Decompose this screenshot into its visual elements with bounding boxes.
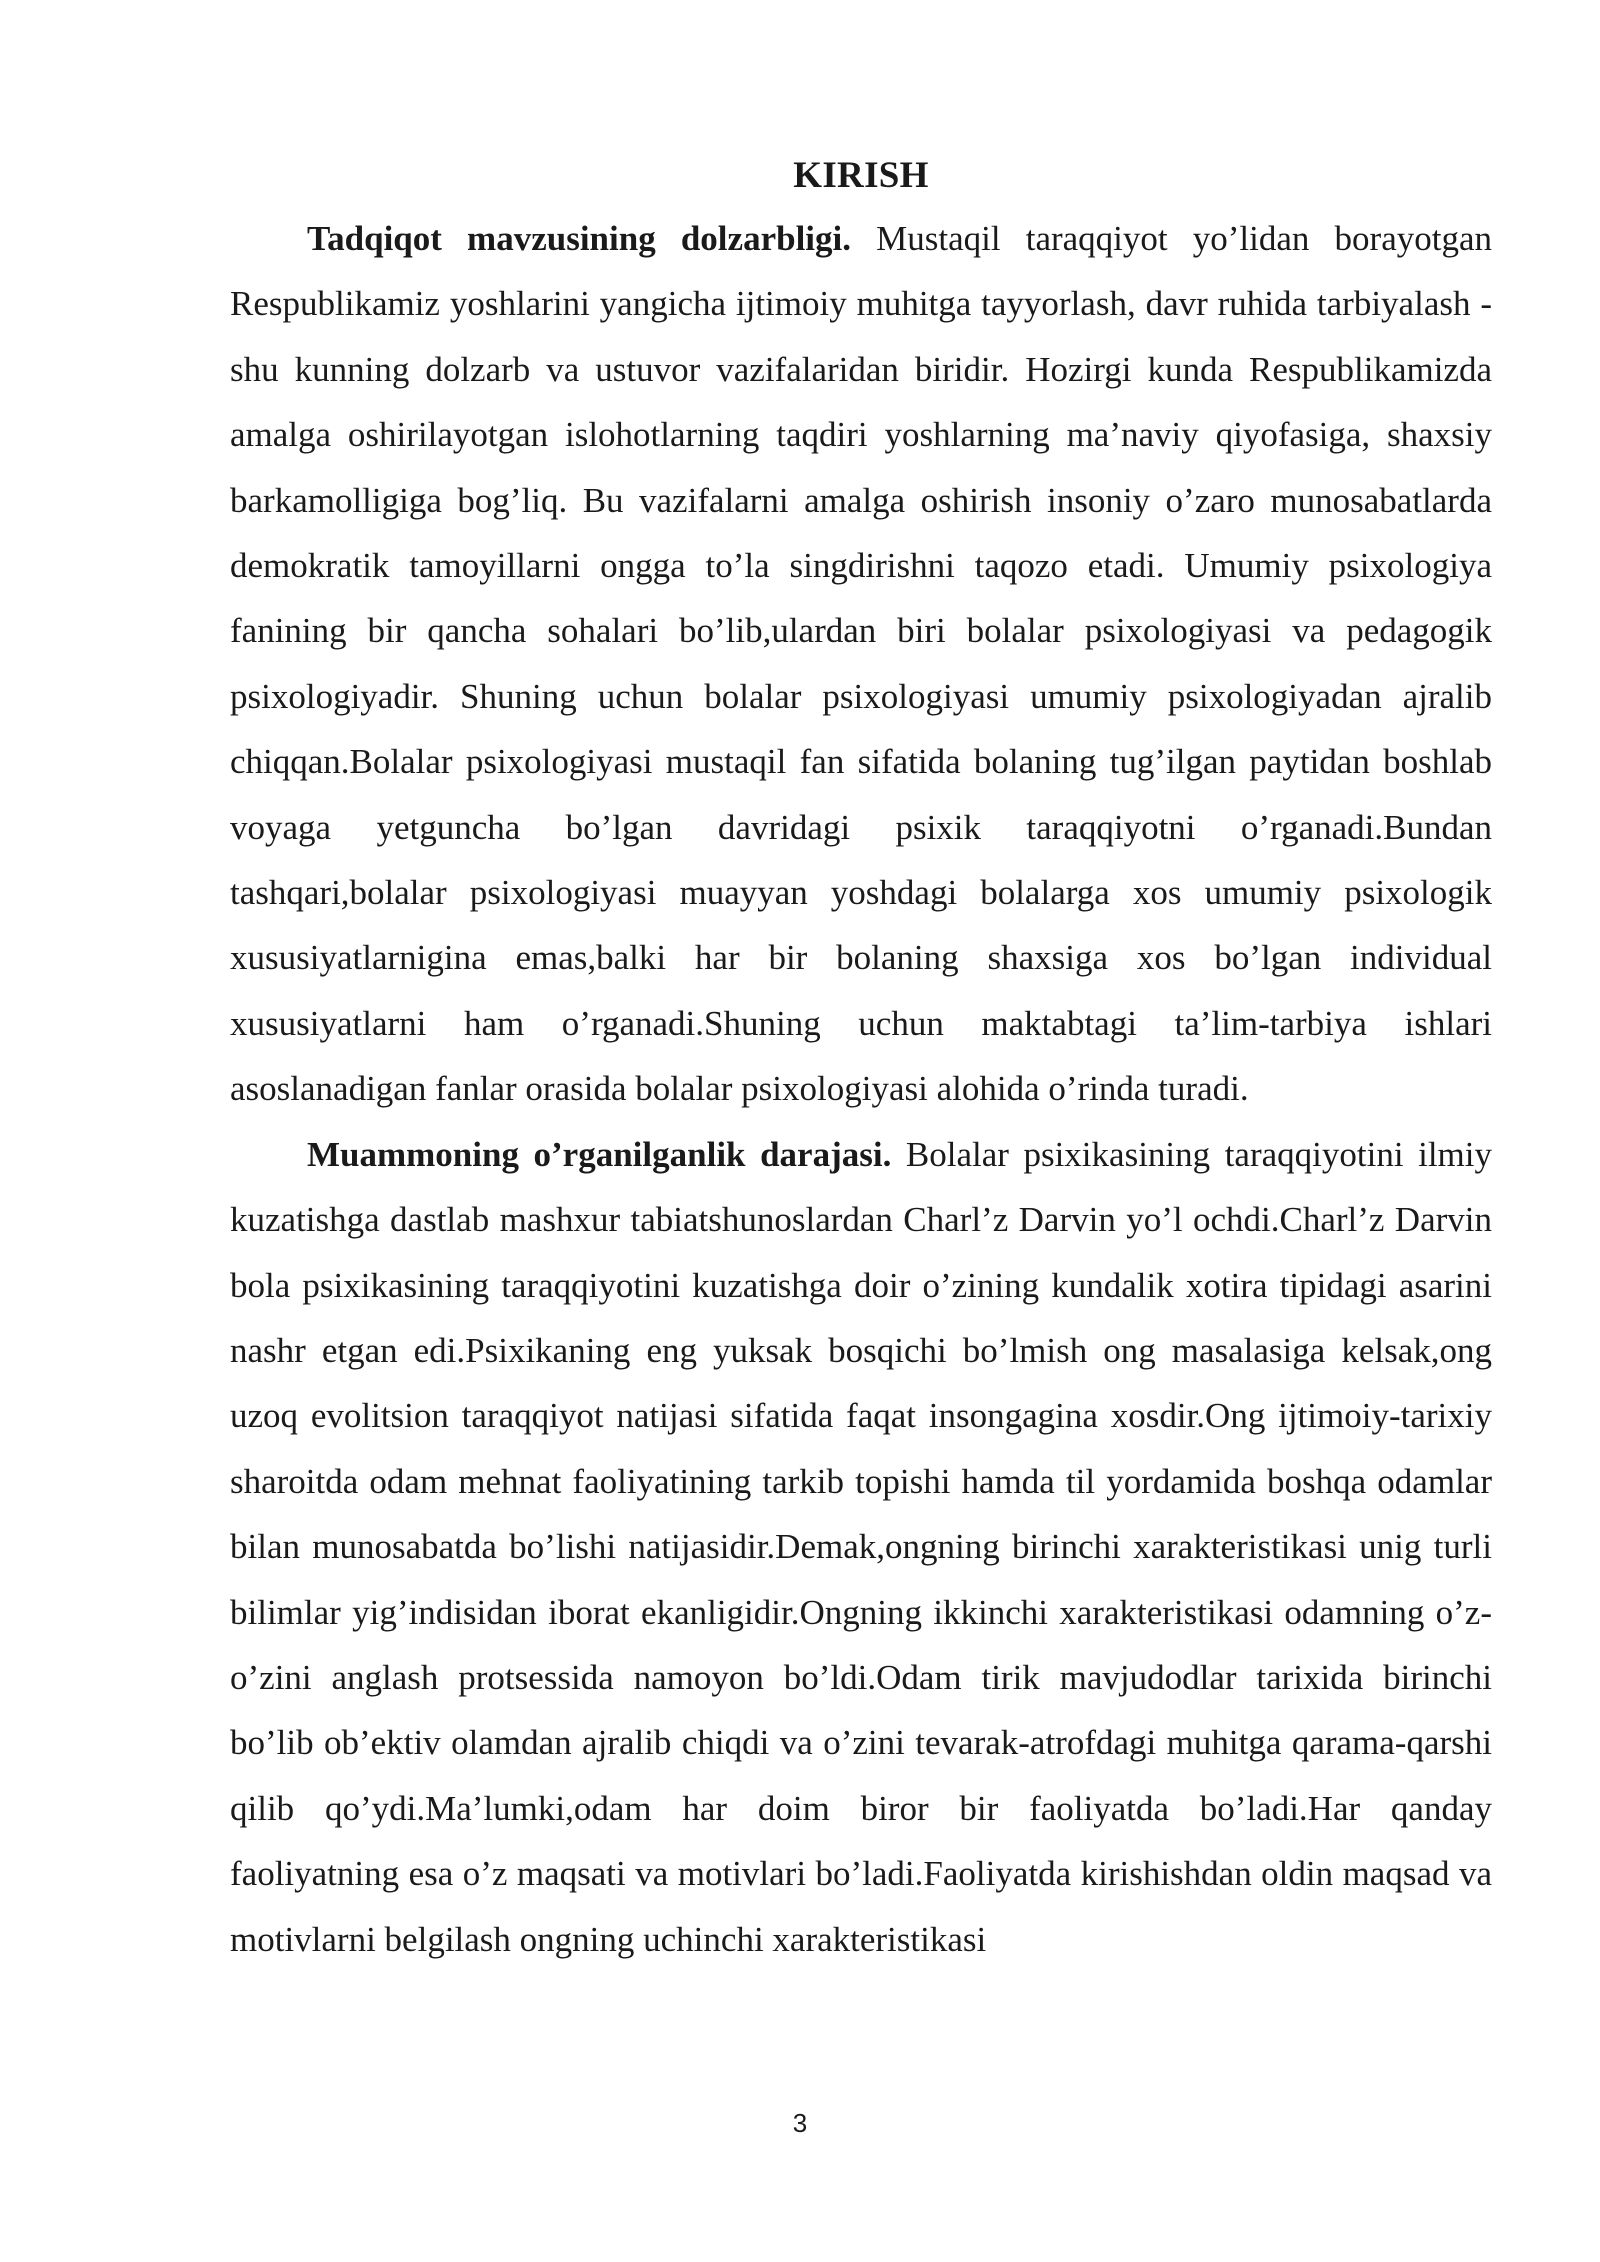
paragraph-heading-study-level: Muammoning o’rganilganlik darajasi. xyxy=(307,1134,892,1174)
paragraph-text-study-level: Bolalar psixikasining taraqqiyotini ilmiy kuzatishga dastlab mashxur tabiatshunoslardan Charl’z Darvin yo’l ochdi.Charl’z Darvin bola psixikasining taraqqiyotini kuzatishga doir o’zining kundalik xotira tipidagi asarini nashr etgan edi.Psixikaning eng yuksak bosqichi bo’lmish ong masalasiga kelsak,ong uzoq evolitsion taraqqiyot natijasi sifatida faqat insongagina xosdir.Ong ijtimoiy-tarixiy sharoitda odam mehnat faoliyatining tarkib topishi hamda til yordamida boshqa odamlar bilan munosabatda bo’lishi natijasidir.Demak,ongning birinchi xarakteristikasi unig turli bilimlar yig’indisidan iborat ekanligidir.Ongning ikkinchi xarakteristikasi odamning o’z-o’zini anglash protsessida namoyon bo’ldi.Odam tirik mavjudodlar tarixida birinchi bo’lib ob’ektiv olamdan ajralib chiqdi va o’zini tevarak-atrofdagi muhitga qarama-qarshi qilib qo’ydi.Ma’lumki,odam har doim biror bir faoliyatda bo’ladi.Har qanday faoliyatning esa o’z maqsati va motivlari bo’ladi.Faoliyatda kirishishdan oldin maqsad va motivlarni belgilash ongning uchinchi xarakteristikasi xyxy=(230,1134,1492,1959)
document-page xyxy=(230,146,1492,1972)
paragraph-relevance xyxy=(230,206,1492,1122)
paragraph-heading-relevance: Tadqiqot mavzusining dolzarbligi. xyxy=(307,219,851,258)
paragraph-study-level xyxy=(230,1122,1492,1972)
page-number: 3 xyxy=(792,2108,808,2138)
paragraph-text-relevance: Mustaqil taraqqiyot yo’lidan borayotgan Respublikamiz yoshlarini yangicha ijtimoiy muhitga tayyorlash, davr ruhida tarbiyalash - shu kunning dolzarb va ustuvor vazifalaridan biridir. Hozirgi kunda Respublikamizda amalga oshirilayotgan islohotlarning taqdiri yoshlarning ma’naviy qiyofasiga, shaxsiy barkamolligiga bog’liq. Bu vazifalarni amalga oshirish insoniy o’zaro munosabatlarda demokratik tamoyillarni ongga to’la singdirishni taqozo etadi. Umumiy psixologiya fanining bir qancha sohalari bo’lib,ulardan biri bolalar psixologiyasi va pedagogik psixologiyadir. Shuning uchun bolalar psixologiyasi umumiy psixologiyadan ajralib chiqqan.Bolalar psixologiyasi mustaqil fan sifatida bolaning tug’ilgan paytidan boshlab voyaga yetguncha bo’lgan davridagi psixik taraqqiyotni o’rganadi.Bundan tashqari,bolalar psixologiyasi muayyan yoshdagi bolalarga xos umumiy psixologik xususiyatlarnigina emas,balki har bir bolaning shaxsiga xos bo’lgan individual xususiyatlarni ham o’rganadi.Shuning uchun maktabtagi ta’lim-tarbiya ishlari asoslanadigan fanlar orasida bolalar psixologiyasi alohida o’rinda turadi. xyxy=(230,219,1492,1109)
section-title: KIRISH xyxy=(793,155,929,196)
